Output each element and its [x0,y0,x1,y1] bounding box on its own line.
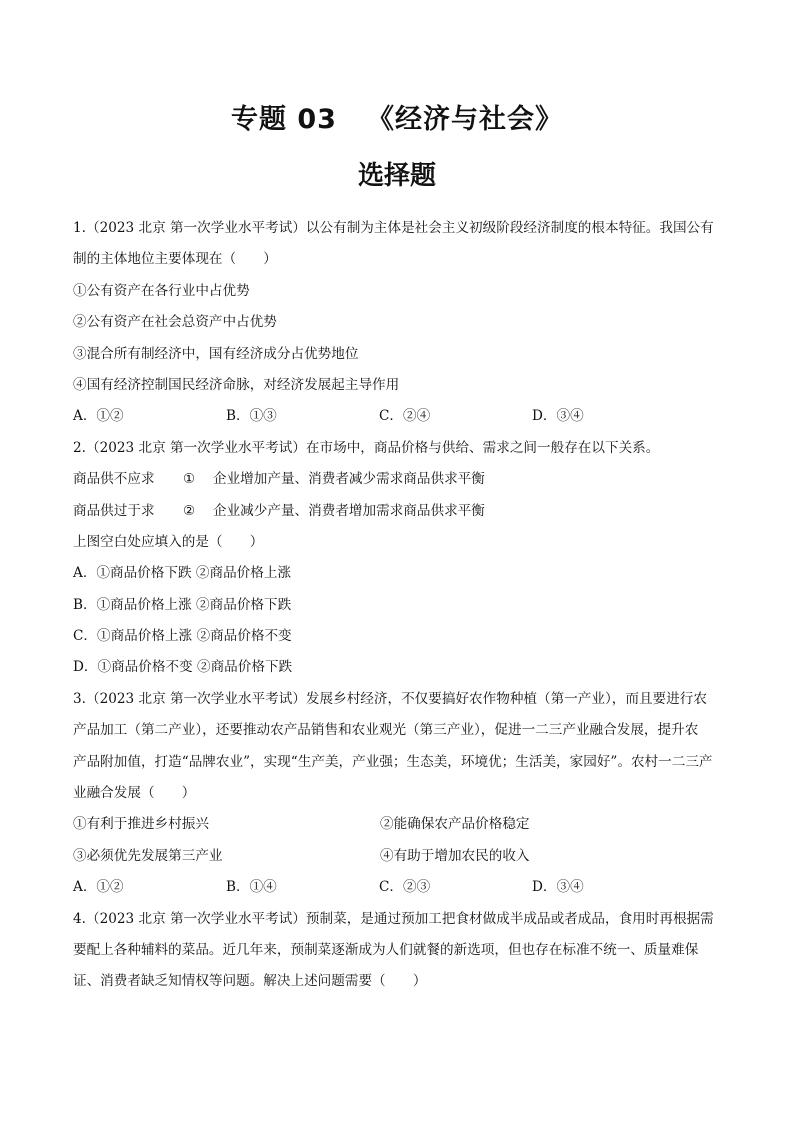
option-b: B．①商品价格上涨 ②商品价格下跌 [73,596,292,613]
question-3 [73,684,723,904]
option-b: B．①③ [226,408,277,425]
question-prompt: 上图空白处应填入的是（ ） [73,533,264,550]
statement: ②公有资产在社会总资产中占优势 [73,314,277,331]
option-c: C．②④ [379,408,431,425]
option-a: A．①② [73,879,124,896]
question-stem-line: 1.（2023 北京 第一次学业水平考试）以公有制为主体是社会主义初级阶段经济制度的根本特征。我国公有 [73,220,714,236]
question-stem-line: 3.（2023 北京 第一次学业水平考试）发展乡村经济，不仅要搞好农作物种植（第一产业），而且要进行农 [73,690,707,707]
statement: ③必须优先发展第三产业 [73,847,223,864]
title-topic-name: 《经济与社会》 [366,104,563,135]
option-c: C．①商品价格上涨 ②商品价格不变 [73,628,292,645]
question-stem-line: 4.（2023 北京 第一次学业水平考试）预制菜，是通过预加工把食材做成半成品或者成品，食用时再根据需 [73,910,714,927]
question-stem-line: 制的主体地位主要体现在（ ） [73,251,277,268]
option-d: D．③④ [532,408,584,425]
option-d: D．①商品价格不变 ②商品价格下跌 [73,659,293,676]
relation-result: 企业减少产量、消费者增加需求商品供求平衡 [213,502,485,519]
question-stem-line: 产品附加值，打造“品牌农业”，实现“生产美，产业强；生态美，环境优；生活美，家园好”。农村一二三产 [73,753,713,770]
question-1 [73,213,723,433]
option-a: A．①商品价格下跌 ②商品价格上涨 [73,565,292,582]
relation-blank: ① [183,471,196,488]
answer-options [73,401,723,432]
statement: ④有助于增加农民的收入 [380,847,530,864]
option-c: C．②③ [379,879,431,896]
question-stem-line: 2.（2023 北京 第一次学业水平考试）在市场中，商品价格与供给、需求之间一般存在以下关系。 [73,439,660,456]
section-title: 选择题 [357,161,436,191]
question-stem-line: 证、消费者缺乏知情权等问题。解决上述问题需要（ ） [73,973,427,990]
relation-condition: 商品供不应求 [73,471,155,488]
question-stem-line: 业融合发展（ ） [73,785,196,802]
question-stem-line: 要配上各种辅料的菜品。近几年来，预制菜逐渐成为人们就餐的新选项，但也存在标准不统一、质量难保 [73,941,699,958]
supply-demand-relation [73,496,723,527]
answer-options [73,872,723,903]
question-stem-line: 产品加工（第二产业），还要推动农产品销售和农业观光（第三产业），促进一二三产业融合发展，提升农 [73,722,699,739]
option-d: D．③④ [532,879,584,896]
question-2 [73,433,723,684]
statement: ①公有资产在各行业中占优势 [73,282,250,299]
relation-result: 企业增加产量、消费者减少需求商品供求平衡 [213,471,485,488]
statement: ①有利于推进乡村振兴 [73,816,209,833]
question-list [73,213,723,998]
option-b: B．①④ [226,879,277,896]
statement: ③混合所有制经济中，国有经济成分占优势地位 [73,345,359,362]
statement-row [73,809,723,840]
statement: ②能确保农产品价格稳定 [380,816,530,833]
statement-row [73,841,723,872]
option-a: A．①② [73,408,124,425]
supply-demand-relation [73,464,723,495]
relation-blank: ② [183,502,196,519]
relation-condition: 商品供过于求 [73,502,155,519]
statement: ④国有经济控制国民经济命脉，对经济发展起主导作用 [73,376,400,393]
question-4 [73,904,723,998]
title-topic-number: 专题 03 [231,104,337,135]
page-title [0,97,794,136]
